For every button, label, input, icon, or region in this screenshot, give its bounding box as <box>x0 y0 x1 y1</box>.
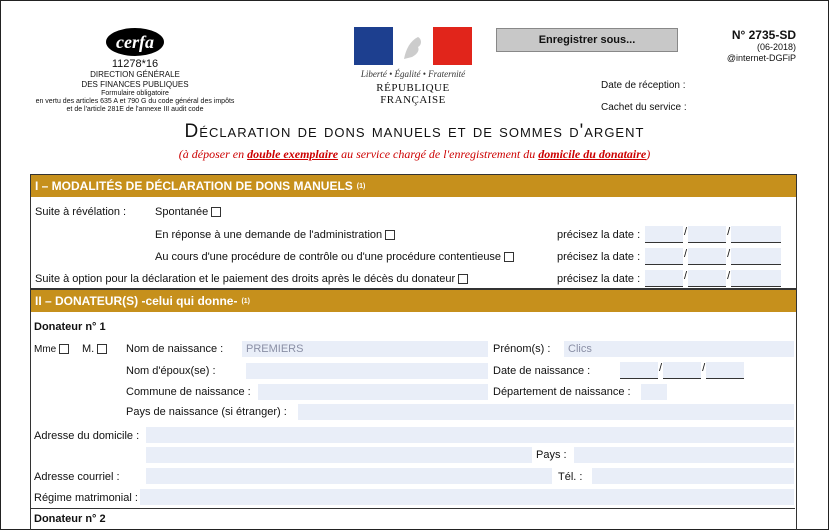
save-as-button[interactable]: Enregistrer sous... <box>496 28 678 52</box>
marianne-logo <box>354 27 472 65</box>
donateur-divider <box>30 508 795 509</box>
courriel-label: Adresse courriel : <box>34 471 120 483</box>
section1-header <box>31 175 796 197</box>
direction-text: DIRECTION GÉNÉRALE <box>90 70 180 79</box>
prenom-label: Prénom(s) : <box>493 343 551 355</box>
donateur1-heading: Donateur n° 1 <box>34 321 106 333</box>
tel-input[interactable] <box>592 468 794 484</box>
spontanee-option <box>155 206 221 218</box>
page-subtitle <box>0 147 829 162</box>
subtitle-part1: (à déposer en <box>178 147 248 161</box>
subtitle-part2: au service chargé de l'enregistrement du <box>338 147 539 161</box>
cerfa-logo: cerfa <box>106 28 164 56</box>
motto: Liberté • Égalité • Fraternité <box>360 69 466 79</box>
regime-input[interactable] <box>140 489 794 505</box>
prenom-input[interactable]: Clics <box>564 341 794 357</box>
suite-revelation-label: Suite à révélation : <box>35 206 127 218</box>
procedure-checkbox[interactable] <box>504 252 514 262</box>
pays-input[interactable] <box>574 447 794 463</box>
precisez-date-label-3: précisez la date : <box>557 273 641 285</box>
article-line2: et de l'article 281E de l'annexe III audit code <box>66 106 204 113</box>
page-title: Déclaration de dons manuels et de sommes d'argent <box>184 121 645 142</box>
formulaire-text: Formulaire obligatoire <box>101 90 169 97</box>
adresse-label: Adresse du domicile : <box>34 430 140 442</box>
nom-naissance-label: Nom de naissance : <box>126 343 224 355</box>
donateur2-heading: Donateur n° 2 <box>34 513 106 525</box>
courriel-input[interactable] <box>146 468 552 484</box>
option-deces <box>35 273 468 285</box>
spontanee-label: Spontanée <box>155 206 209 218</box>
section2-header <box>31 290 796 312</box>
pays-naissance-label: Pays de naissance (si étranger) : <box>126 406 287 418</box>
precisez-date-label-2: précisez la date : <box>557 251 641 263</box>
mme-option <box>34 343 69 355</box>
date-naissance-label: Date de naissance : <box>493 365 591 377</box>
cachet-label: Cachet du service : <box>601 102 687 113</box>
reponse-option <box>155 229 395 241</box>
precisez-date-label-1: précisez la date : <box>557 229 641 241</box>
spontanee-checkbox[interactable] <box>211 207 221 217</box>
option-checkbox[interactable] <box>458 274 468 284</box>
adresse-input-line2[interactable] <box>146 447 532 463</box>
date-reception-label: Date de réception : <box>601 80 686 91</box>
mme-label: Mme <box>34 344 57 355</box>
reponse-label: En réponse à une demande de l'administration <box>155 229 383 241</box>
form-date: (06-2018) <box>756 42 796 52</box>
tel-label: Tél. : <box>558 471 583 483</box>
date-naissance-input[interactable]: / / <box>620 362 744 378</box>
date-field-procedure[interactable]: / / <box>645 248 781 264</box>
mme-checkbox[interactable] <box>59 344 69 354</box>
nom-naissance-input[interactable]: PREMIERS <box>242 341 488 357</box>
date-field-reponse[interactable]: / / <box>645 226 781 242</box>
section2-title: II – DONATEUR(S) -celui qui donne- <box>35 294 238 308</box>
nom-epoux-input[interactable] <box>246 363 488 379</box>
section2-note: (1) <box>241 297 251 305</box>
form-number: N° 2735-SD <box>731 28 796 42</box>
option-label: Suite à option pour la déclaration et le paiement des droits après le décès du donateur <box>35 273 456 285</box>
subtitle-part3: ) <box>646 147 651 161</box>
pays-label: Pays : <box>536 449 567 461</box>
section1-note: (1) <box>356 182 366 190</box>
procedure-option <box>155 251 514 263</box>
date-field-option[interactable]: / / <box>645 270 781 286</box>
reponse-checkbox[interactable] <box>385 230 395 240</box>
form-ref: @internet-DGFiP <box>726 53 796 63</box>
pays-naissance-input[interactable] <box>298 404 794 420</box>
article-line1: en vertu des articles 635 A et 790 G du code général des impôts <box>35 98 235 105</box>
procedure-label: Au cours d'une procédure de contrôle ou d'une procédure contentieuse <box>155 251 502 263</box>
departement-input[interactable] <box>641 384 667 400</box>
regime-label: Régime matrimonial : <box>34 492 138 504</box>
commune-input[interactable] <box>258 384 488 400</box>
marianne-profile-icon <box>396 29 430 63</box>
adresse-input-line1[interactable] <box>146 427 794 443</box>
republique-text: RÉPUBLIQUE FRANÇAISE <box>376 82 450 106</box>
nom-epoux-label: Nom d'époux(se) : <box>126 365 216 377</box>
finances-text: DES FINANCES PUBLIQUES <box>81 80 189 89</box>
commune-label: Commune de naissance : <box>126 386 251 398</box>
subtitle-bold1: double exemplaire <box>247 147 339 161</box>
cerfa-number: 11278*16 <box>111 58 159 70</box>
m-option <box>82 343 107 355</box>
m-checkbox[interactable] <box>97 344 107 354</box>
section1-title: I – MODALITÉS DE DÉCLARATION DE DONS MANUELS <box>35 179 353 193</box>
m-label: M. <box>82 343 95 355</box>
subtitle-bold2: domicile du donataire <box>538 147 647 161</box>
departement-label: Département de naissance : <box>493 386 631 398</box>
